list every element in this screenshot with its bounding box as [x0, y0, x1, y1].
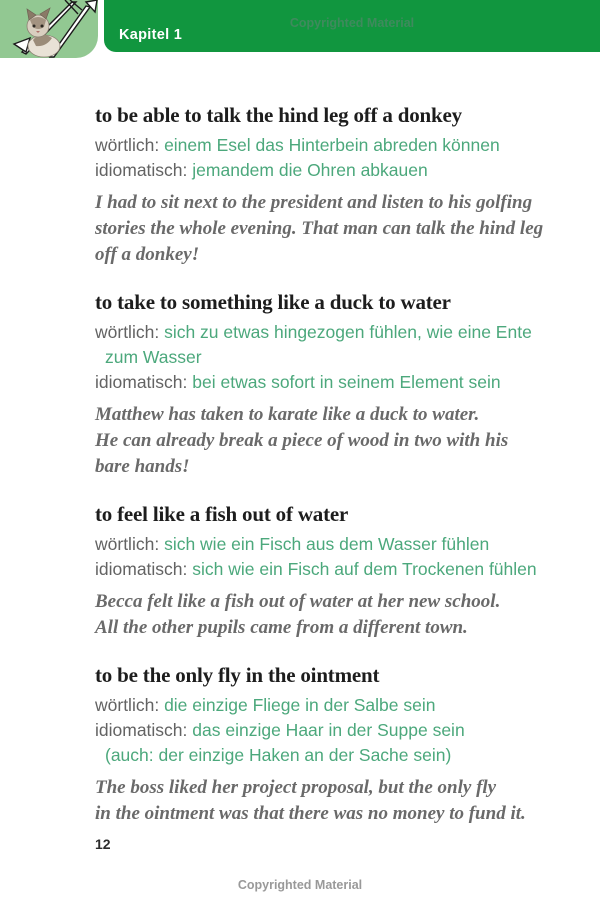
idiomatic-label: idiomatisch:	[95, 372, 188, 392]
idiomatic-text: jemandem die Ohren abkauen	[192, 160, 428, 180]
idiomatic-text: bei etwas sofort in seinem Element sein	[192, 372, 501, 392]
idiomatic-definition	[95, 557, 550, 582]
page-number: 12	[95, 836, 111, 852]
idiom-entry	[95, 290, 550, 480]
literal-definition	[95, 320, 550, 345]
idiom-title: to be able to talk the hind leg off a donkey	[95, 103, 462, 127]
literal-text: sich wie ein Fisch aus dem Wasser fühlen	[164, 534, 490, 554]
literal-definition	[95, 532, 550, 557]
literal-definition	[95, 133, 550, 158]
idiom-title: to be the only fly in the ointment	[95, 663, 380, 687]
example-line: He can already break a piece of wood in two with his	[95, 430, 509, 451]
idiomatic-text-continuation: (auch: der einzige Haken an der Sache sein)	[105, 745, 452, 765]
idiom-entry	[95, 663, 550, 827]
idiom-title: to take to something like a duck to water	[95, 290, 451, 314]
example-line: off a donkey!	[95, 244, 200, 265]
example-sentence	[95, 402, 550, 480]
idiom-entries	[95, 103, 550, 849]
example-line: I had to sit next to the president and listen to his golfing	[95, 192, 533, 213]
idiomatic-definition	[95, 718, 550, 743]
literal-definition	[95, 693, 550, 718]
idiom-entry	[95, 103, 550, 268]
example-line: The boss liked her project proposal, but the only fly	[95, 777, 497, 798]
example-line: All the other pupils came from a different town.	[95, 617, 468, 638]
kitten-icon	[27, 8, 60, 57]
literal-label: wörtlich:	[95, 695, 160, 715]
kitten-and-arrows-illustration	[0, 0, 98, 58]
chapter-label: Kapitel 1	[119, 27, 183, 43]
literal-text-continuation: zum Wasser	[105, 347, 202, 367]
example-sentence	[95, 775, 550, 827]
example-line: Matthew has taken to karate like a duck to water.	[95, 404, 480, 425]
idiom-entry	[95, 502, 550, 641]
literal-label: wörtlich:	[95, 135, 160, 155]
example-sentence	[95, 589, 550, 641]
example-line: stories the whole evening. That man can talk the hind leg	[95, 218, 544, 239]
idiomatic-text: sich wie ein Fisch auf dem Trockenen fühlen	[192, 559, 537, 579]
example-line: Becca felt like a fish out of water at her new school.	[95, 591, 501, 612]
copyright-watermark-top: Copyrighted Material	[289, 16, 415, 30]
idiom-title: to feel like a fish out of water	[95, 502, 349, 526]
corner-illustration-block	[0, 0, 98, 58]
idiomatic-label: idiomatisch:	[95, 559, 188, 579]
example-line: bare hands!	[95, 456, 190, 477]
literal-text: sich zu etwas hingezogen fühlen, wie eine Ente	[164, 322, 532, 342]
example-sentence	[95, 190, 550, 268]
literal-label: wörtlich:	[95, 534, 160, 554]
literal-text: die einzige Fliege in der Salbe sein	[164, 695, 436, 715]
copyright-watermark-bottom: Copyrighted Material	[237, 878, 363, 892]
literal-text: einem Esel das Hinterbein abreden können	[164, 135, 500, 155]
idiomatic-label: idiomatisch:	[95, 160, 188, 180]
literal-label: wörtlich:	[95, 322, 160, 342]
idiomatic-definition	[95, 370, 550, 395]
idiomatic-definition	[95, 158, 550, 183]
idiomatic-label: idiomatisch:	[95, 720, 188, 740]
idiomatic-text: das einzige Haar in der Suppe sein	[192, 720, 465, 740]
example-line: in the ointment was that there was no money to fund it.	[95, 803, 526, 824]
